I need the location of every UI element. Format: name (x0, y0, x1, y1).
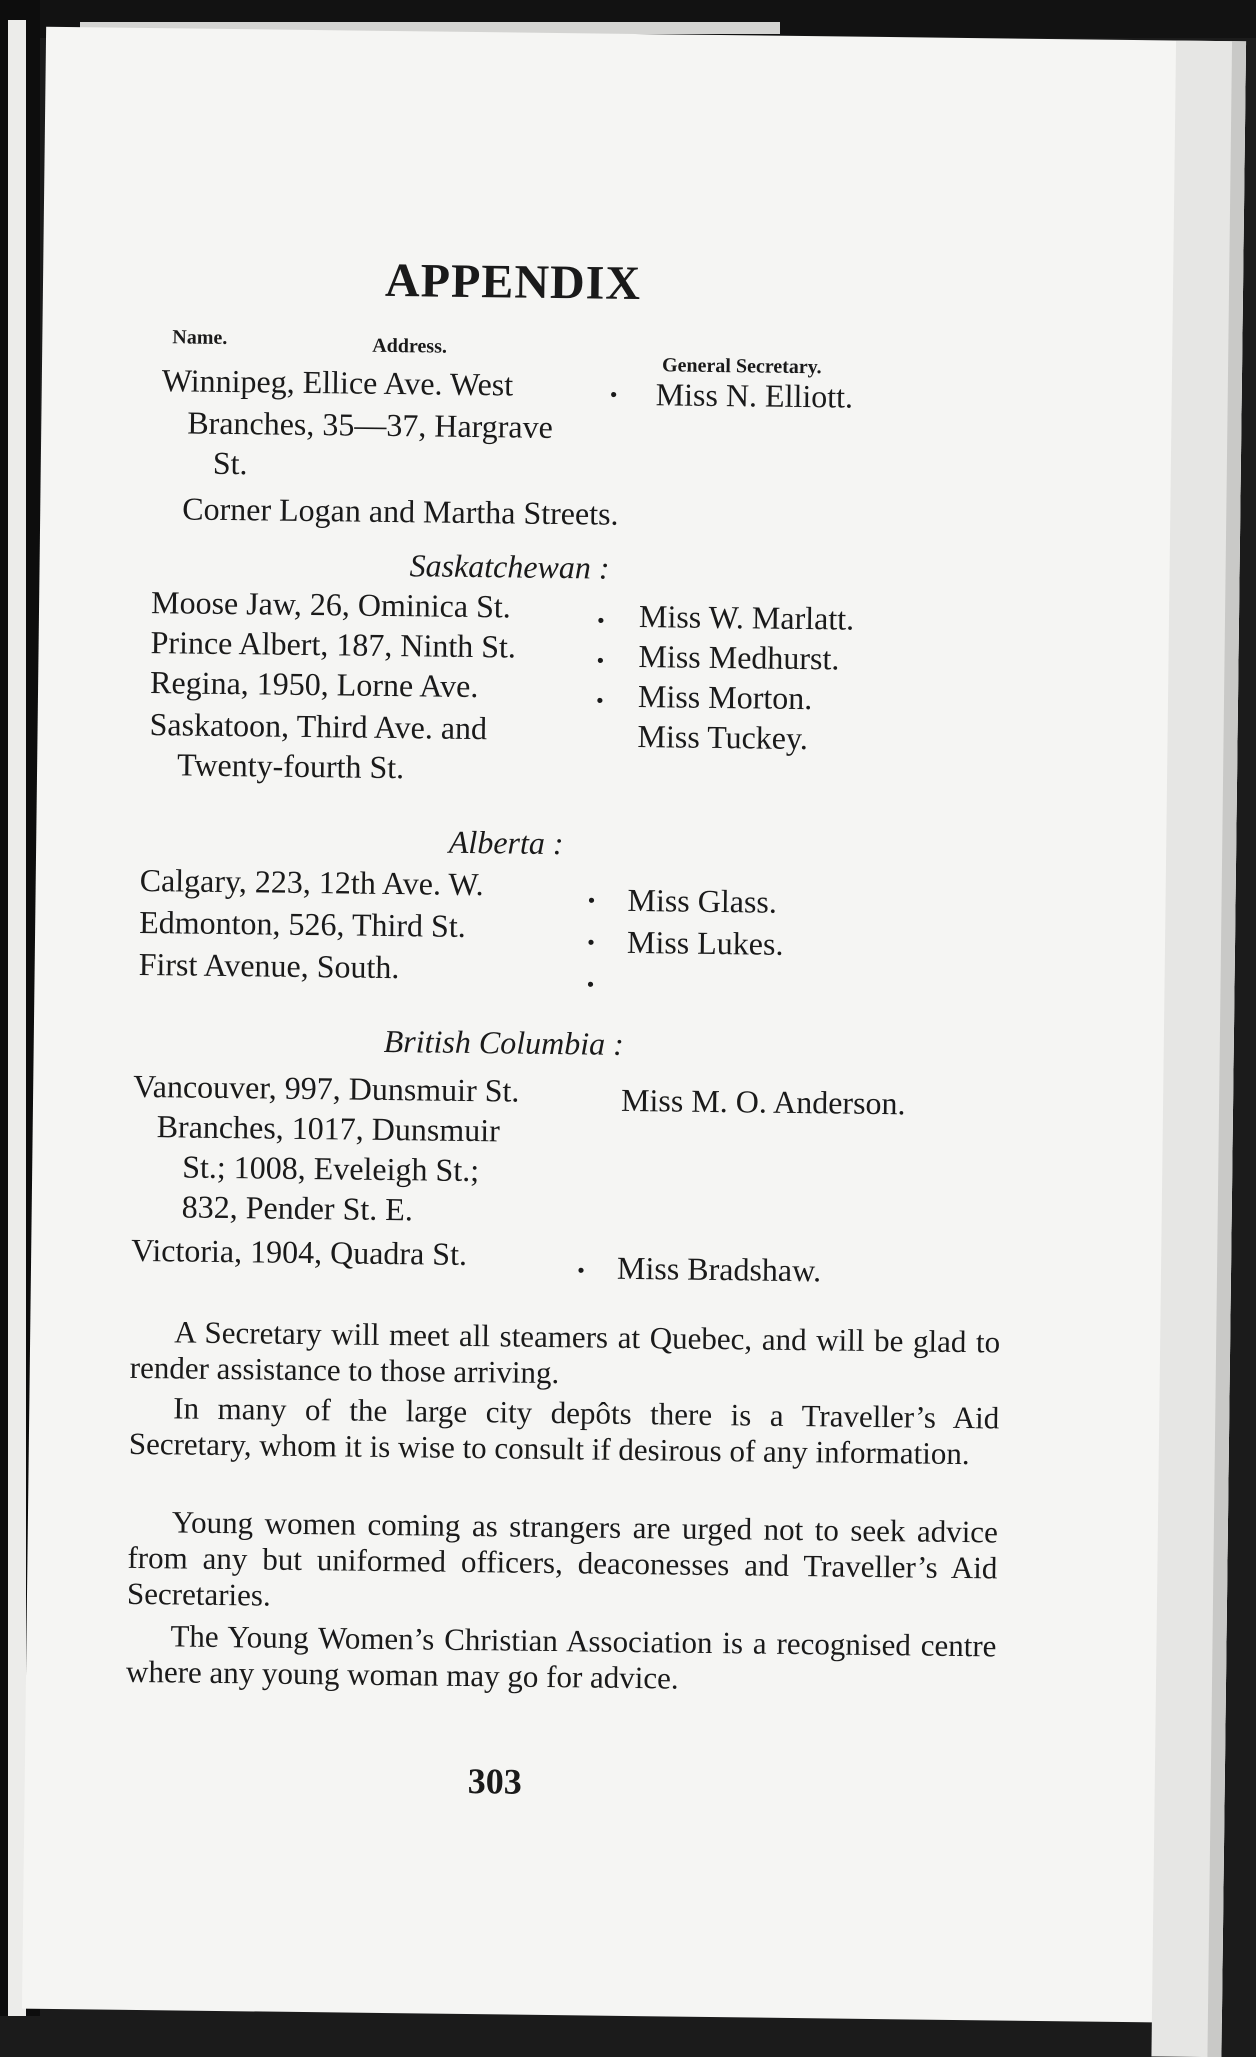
secretary-winnipeg: Miss N. Elliott. (655, 376, 854, 415)
column-header-secretary: General Secretary. (661, 354, 822, 379)
paragraph-ywca: The Young Women’s Christian Association is a recognised centre where any young woman may go for advice. (125, 1618, 997, 1696)
dot-leader: . (587, 873, 596, 910)
region-heading-saskatchewan: Saskatchewan : (409, 547, 610, 586)
secretary-vancouver: Miss M. O. Anderson. (620, 1081, 906, 1122)
paragraph-young-women: Young women coming as strangers are urged not to seek advice from any but uniformed officers, deaconesses and Traveller’s Aid Secretaries. (126, 1504, 999, 1613)
page-number: 303 (467, 1761, 522, 1802)
secretary-victoria: Miss Bradshaw. (616, 1249, 822, 1289)
dot-leader: . (586, 957, 595, 994)
previous-page-edge (8, 20, 26, 2016)
entry-vancouver: Vancouver, 997, Dunsmuir St. (132, 1067, 520, 1109)
column-header-address: Address. (372, 334, 448, 358)
secretary-prince-albert: Miss Medhurst. (638, 638, 840, 677)
dot-leader: . (596, 633, 605, 670)
entry-regina: Regina, 1950, Lorne Ave. (149, 664, 479, 705)
dot-leader: . (586, 915, 596, 952)
region-heading-alberta: Alberta : (448, 823, 564, 862)
secretary-regina: Miss Morton. (637, 678, 813, 717)
entry-vancouver-branches-cont-2: 832, Pender St. E. (181, 1188, 414, 1228)
column-header-name: Name. (172, 326, 228, 349)
entry-winnipeg-branches: Branches, 35—37, Hargrave (187, 404, 554, 445)
entry-vancouver-branches: Branches, 1017, Dunsmuir (156, 1108, 500, 1149)
entry-saskatoon-cont: Twenty-fourth St. (176, 746, 405, 786)
entry-edmonton: Edmonton, 526, Third St. (139, 903, 466, 944)
region-heading-british-columbia: British Columbia : (383, 1022, 624, 1062)
page-title: APPENDIX (384, 253, 642, 311)
entry-calgary: Calgary, 223, 12th Ave. W. (139, 861, 484, 903)
entry-moose-jaw: Moose Jaw, 26, Ominica St. (150, 584, 511, 625)
book-page (22, 27, 1246, 2024)
entry-saskatoon: Saskatoon, Third Ave. and (149, 706, 488, 747)
dot-leader: . (595, 673, 605, 710)
paragraph-steamers: A Secretary will meet all steamers at Quebec, and will be glad to render assistance to those arriving. (129, 1314, 1001, 1391)
paragraph-travellers-aid: In many of the large city depôts there is a Traveller’s Aid Secretary, whom it is wise to consult if desirous of any information. (128, 1390, 1000, 1472)
secretary-saskatoon: Miss Tuckey. (637, 718, 809, 757)
entry-edmonton-south: First Avenue, South. (138, 945, 400, 986)
secretary-moose-jaw: Miss W. Marlatt. (638, 598, 855, 637)
secretary-calgary: Miss Glass. (627, 881, 778, 920)
entry-prince-albert: Prince Albert, 187, Ninth St. (150, 624, 517, 665)
dot-leader: . (609, 367, 619, 404)
entry-victoria: Victoria, 1904, Quadra St. (130, 1231, 468, 1272)
dot-leader: . (596, 593, 606, 630)
secretary-edmonton: Miss Lukes. (626, 923, 784, 962)
entry-winnipeg-branches-cont: St. (212, 444, 248, 482)
page-content (125, 228, 1044, 1802)
dot-leader: . (576, 1243, 586, 1280)
entry-vancouver-branches-cont-1: St.; 1008, Eveleigh St.; (182, 1148, 480, 1189)
entry-winnipeg: Winnipeg, Ellice Ave. West (161, 362, 514, 403)
entry-winnipeg-corner: Corner Logan and Martha Streets. (182, 490, 619, 532)
